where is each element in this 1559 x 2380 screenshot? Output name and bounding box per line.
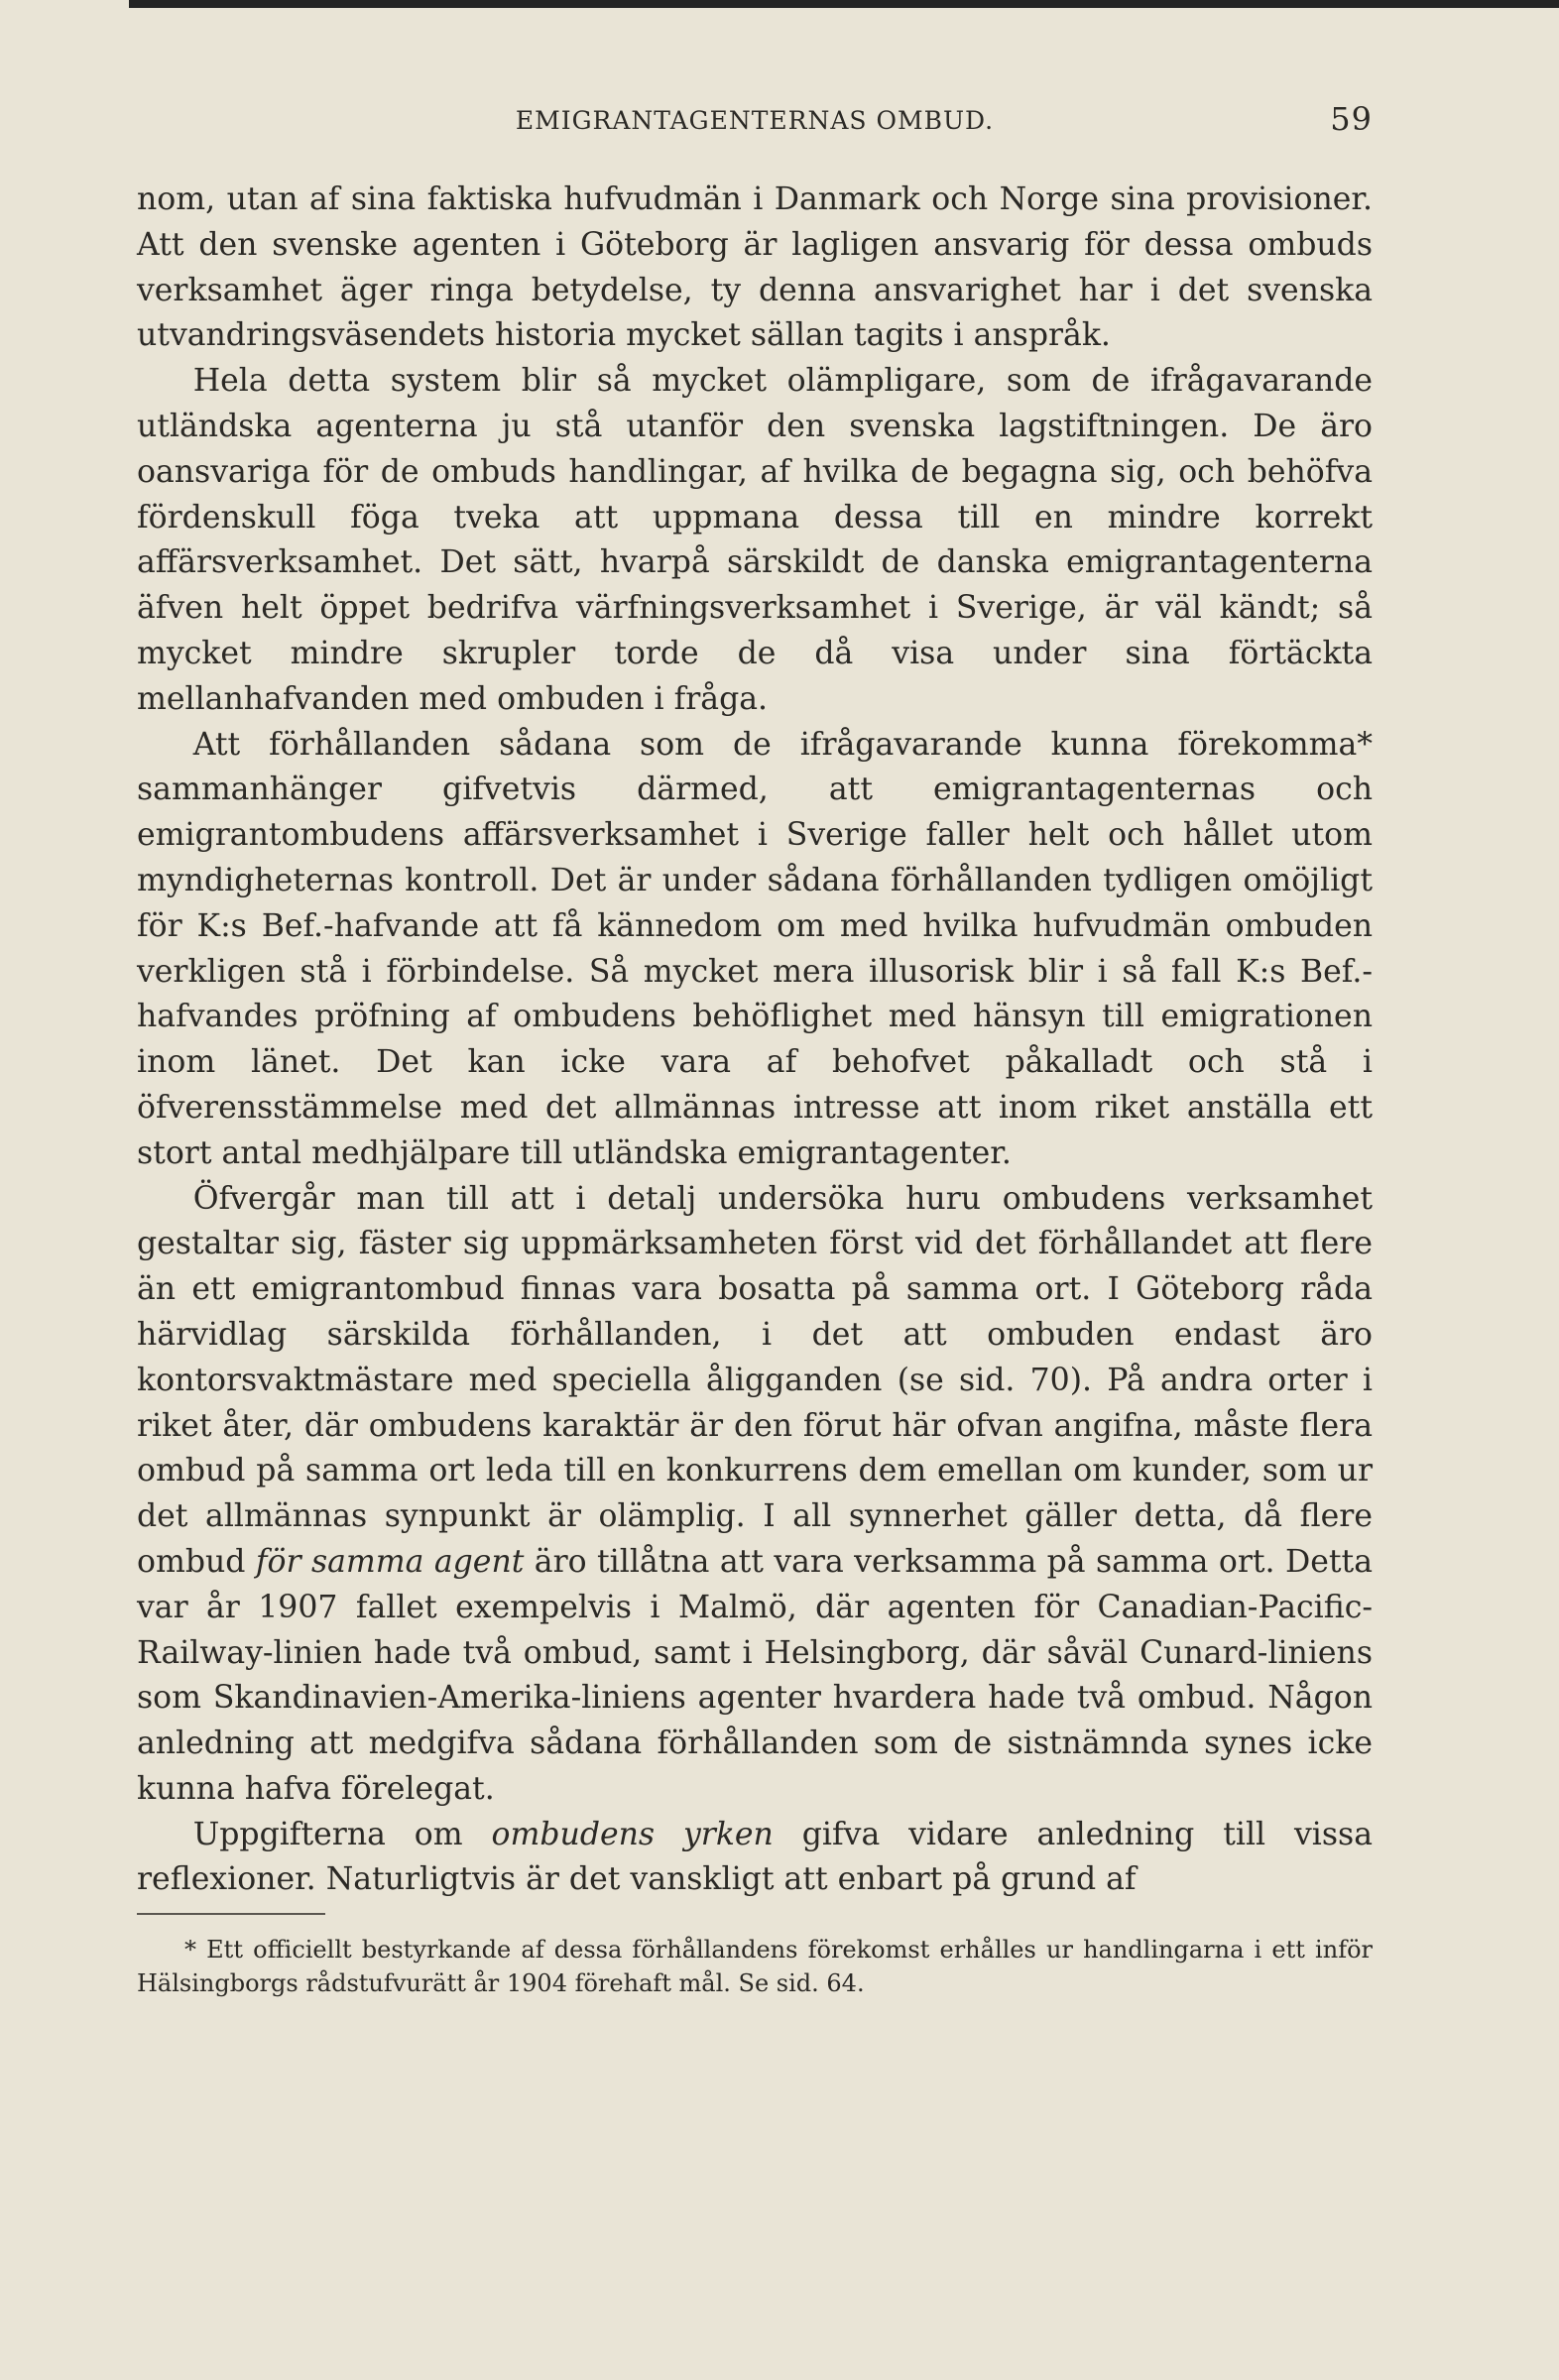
footnote-text: * Ett officiellt bestyrkande af dessa förhållandens förekomst erhålles ur handlingarna i ett inför Hälsingborgs rådstufvurätt år 1904 förehaft mål. Se sid. 64.	[137, 1936, 1373, 1998]
italic-phrase: för samma agent	[255, 1543, 525, 1580]
page-number: 59	[1330, 100, 1373, 138]
body-text	[137, 178, 1373, 1903]
paragraph	[137, 178, 1373, 359]
footnote	[137, 1933, 1373, 2000]
text-run: nom, utan af sina faktiska hufvudmän i Danmark och Norge sina provisioner. Att den svenske agenten i Göteborg är lagligen ansvarig för dessa ombuds verksamhet äger ringa betydelse, ty denna ansvarighet har i det svenska utvandringsväsendets historia mycket sällan tagits i anspråk.	[137, 181, 1373, 354]
italic-phrase: ombudens yrken	[491, 1816, 774, 1852]
running-title: EMIGRANTAGENTERNAS OMBUD.	[515, 106, 995, 135]
text-run: Att förhållanden sådana som de ifrågavarande kunna förekomma* sammanhänger gifvetvis därmed, att emigrantagenternas och emigrantombudens affärsverksamhet i Sverige faller helt och hållet utom myndigheternas kontroll. Det är under sådana förhållanden tydligen omöjligt för K:s Bef.-hafvande att få kännedom om med hvilka hufvudmän ombuden verkligen stå i förbindelse. Så mycket mera illusorisk blir i så fall K:s Bef.-hafvandes pröfning af ombudens behöflighet med hänsyn till emigrationen inom länet. Det kan icke vara af behofvet påkalladt och stå i öfverensstämmelse med det allmännas intresse att inom riket anställa ett stort antal medhjälpare till utländska emigrantagenter.	[137, 726, 1373, 1171]
text-run: Öfvergår man till att i detalj undersöka huru ombudens verksamhet gestaltar sig, fäster sig uppmärksamheten först vid det förhållandet att flere än ett emigrantombud finnas vara bosatta på samma ort. I Göteborg råda härvidlag särskilda förhållanden, i det att ombuden endast äro kontorsvaktmästare med speciella åligganden (se sid. 70). På andra orter i riket åter, där ombudens karaktär är den förut här ofvan angifna, måste flera ombud på samma ort leda till en konkurrens dem emellan om kunder, som ur det allmännas synpunkt är olämplig. I all synnerhet gäller detta, då flere ombud	[137, 1180, 1373, 1580]
paragraph	[137, 723, 1373, 1177]
paragraph	[137, 1177, 1373, 1813]
book-page	[137, 94, 1373, 2000]
text-run: Hela detta system blir så mycket olämpligare, som de ifrågavarande utländska agenterna ju stå utanför den svenska lagstiftningen. De äro oansvariga för de ombuds handlingar, af hvilka de begagna sig, och behöfva fördenskull föga tveka att uppmana dessa till en mindre korrekt affärsverksamhet. Det sätt, hvarpå särskildt de danska emigrantagenterna äfven helt öppet bedrifva värfningsverksamhet i Sverige, är väl kändt; så mycket mindre skrupler torde de då visa under sina förtäckta mellanhafvanden med ombuden i fråga.	[137, 363, 1373, 717]
running-header	[137, 94, 1373, 154]
text-run: gifva vidare anledning till vissa reflexioner. Naturligtvis är det vanskligt att enbart på grund af	[137, 1816, 1373, 1898]
paragraph	[137, 359, 1373, 722]
footnote-rule	[137, 1913, 325, 1915]
top-edge-rule	[129, 0, 1559, 8]
paragraph	[137, 1813, 1373, 1904]
text-run: Uppgifterna om	[192, 1816, 492, 1852]
text-run: äro tillåtna att vara verksamma på samma ort. Detta var år 1907 fallet exempelvis i Malmö, där agenten för Canadian-Pacific-Railway-linien hade två ombud, samt i Helsingborg, där såväl Cunard-liniens som Skandinavien-Amerika-liniens agenter hvardera hade två ombud. Någon anledning att medgifva sådana förhållanden som de sistnämnda synes icke kunna hafva förelegat.	[137, 1543, 1373, 1807]
